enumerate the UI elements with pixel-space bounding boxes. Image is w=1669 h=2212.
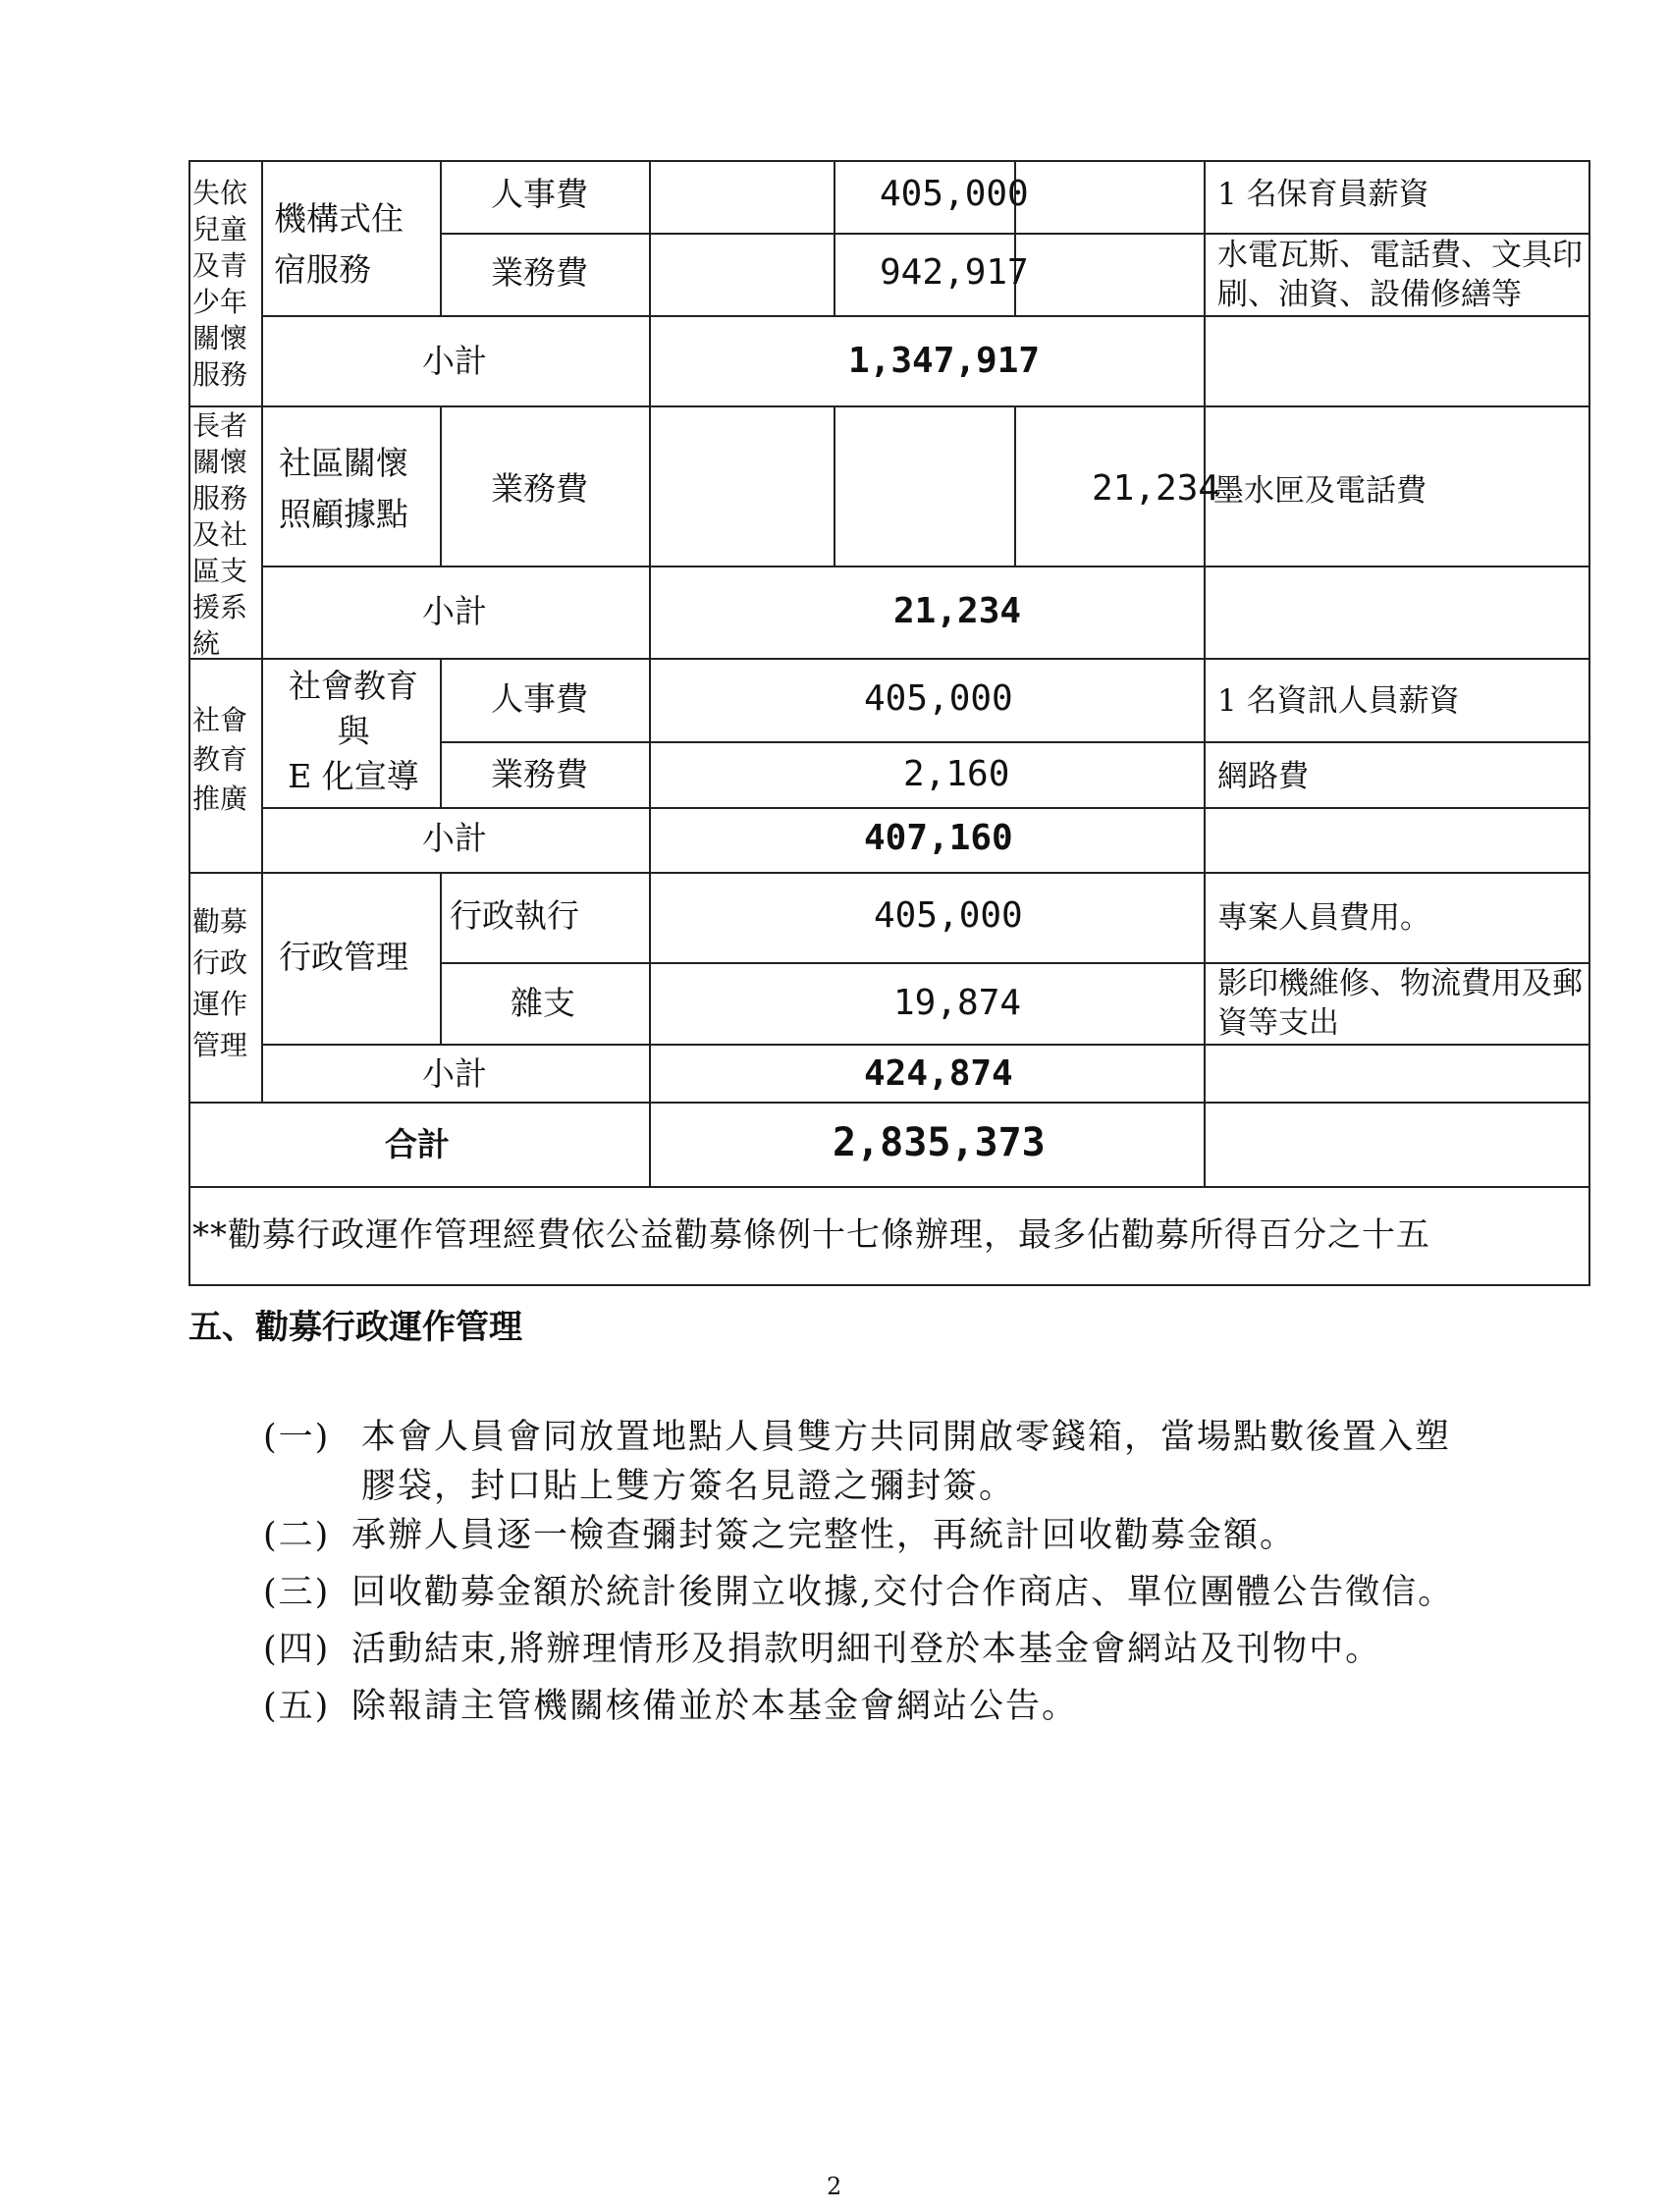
item-label: 人事費 (491, 679, 588, 718)
list-item-number: (二) (263, 1516, 331, 1555)
subtotal-label: 小計 (422, 342, 487, 380)
table-rule (440, 233, 1213, 235)
subtotal-label: 小計 (422, 819, 487, 857)
program-label: 行政管理 (279, 938, 408, 976)
table-rule (188, 160, 1590, 162)
table-rule (440, 658, 442, 807)
category-label: 社會 教育 推廣 (192, 704, 248, 815)
list-item-text: 承辦人員逐一檢查彌封簽之完整性，再統計回收勸募金額。 (351, 1516, 1297, 1555)
table-rule (834, 160, 835, 315)
table-rule (1588, 160, 1590, 1286)
note-text: 1 名資訊人員薪資 (1217, 683, 1460, 719)
subtotal-value: 1,347,917 (848, 341, 1041, 381)
table-rule (649, 160, 651, 1186)
note-text: 專案人員費用。 (1217, 900, 1430, 936)
section-heading: 五、勸募行政運作管理 (188, 1308, 522, 1347)
table-rule (261, 160, 263, 1102)
total-value: 2,835,373 (833, 1120, 1046, 1165)
amount-value: 405,000 (864, 678, 1013, 719)
subtotal-label: 小計 (422, 1054, 487, 1093)
table-rule (188, 872, 1590, 874)
note-text: 網路費 (1217, 759, 1309, 794)
list-item-text: 本會人員會同放置地點人員雙方共同開啟零錢箱，當場點數後置入塑 (361, 1418, 1452, 1457)
table-rule (261, 315, 1590, 317)
note-text: 墨水匣及電話費 (1213, 473, 1427, 509)
note-text: 刷、油資、設備修繕等 (1217, 277, 1522, 312)
item-label: 人事費 (491, 175, 588, 213)
item-label: 行政執行 (450, 896, 579, 935)
amount-value: 19,874 (893, 983, 1022, 1023)
table-footnote: **勸募行政運作管理經費依公益勸募條例十七條辦理，最多佔勸募所得百分之十五 (192, 1215, 1430, 1255)
table-rule (1213, 233, 1590, 235)
table-rule (261, 1044, 1590, 1046)
category-label: 失依 兒童 及青 少年 關懷 服務 (192, 177, 248, 391)
table-rule (188, 160, 190, 1286)
table-rule (440, 405, 442, 566)
category-label: 長者 關懷 服務 及社 區支 援系 統 (192, 409, 248, 660)
subtotal-value: 21,234 (893, 591, 1022, 631)
table-rule (834, 405, 835, 566)
table-rule (1204, 160, 1206, 1186)
amount-value: 942,917 (880, 252, 1029, 293)
list-item-text: 活動結束,將辦理情形及捐款明細刊登於本基金會網站及刊物中。 (351, 1630, 1382, 1669)
table-rule (188, 1186, 1590, 1188)
amount-value: 405,000 (874, 895, 1023, 936)
category-label: 勸募 行政 運作 管理 (192, 905, 248, 1061)
table-rule (261, 566, 1590, 567)
table-rule (188, 405, 1590, 407)
note-text: 影印機維修、物流費用及郵 (1217, 966, 1583, 1001)
table-rule (261, 807, 1590, 809)
subtotal-value: 424,874 (864, 1053, 1013, 1094)
note-text: 水電瓦斯、電話費、文具印 (1217, 238, 1583, 273)
list-item-number: (五) (263, 1687, 331, 1726)
note-text: 資等支出 (1217, 1005, 1339, 1041)
table-rule (188, 1284, 1590, 1286)
table-rule (440, 160, 442, 315)
amount-value: 405,000 (880, 174, 1029, 214)
table-rule (188, 1102, 1590, 1104)
page-number: 2 (827, 2173, 842, 2200)
list-item-number: (一) (263, 1418, 331, 1457)
program-label: 機構式住 宿服務 (274, 199, 404, 289)
subtotal-value: 407,160 (864, 818, 1013, 858)
total-label: 合計 (385, 1125, 450, 1163)
list-item-number: (四) (263, 1630, 331, 1669)
list-item-text: 回收勸募金額於統計後開立收據,交付合作商店、單位團體公告徵信。 (351, 1573, 1455, 1612)
list-item-text: 除報請主管機關核備並於本基金會網站公告。 (351, 1687, 1079, 1726)
item-label: 業務費 (491, 253, 588, 292)
item-label: 業務費 (491, 469, 588, 508)
table-rule (1014, 405, 1016, 566)
amount-value: 21,234 (1092, 468, 1220, 509)
amount-value: 2,160 (903, 754, 1010, 794)
table-rule (188, 658, 1590, 660)
table-rule (440, 741, 1590, 743)
list-item-number: (三) (263, 1573, 331, 1612)
table-rule (440, 872, 442, 1044)
item-label: 業務費 (491, 755, 588, 793)
program-label: 社區關懷 照顧據點 (279, 444, 408, 533)
list-item-text: 膠袋，封口貼上雙方簽名見證之彌封簽。 (361, 1467, 1016, 1506)
item-label: 雜支 (511, 984, 575, 1022)
note-text: 1 名保育員薪資 (1217, 177, 1429, 212)
subtotal-label: 小計 (422, 592, 487, 630)
program-label: 社會教育 與 E 化宣導 (288, 667, 419, 795)
